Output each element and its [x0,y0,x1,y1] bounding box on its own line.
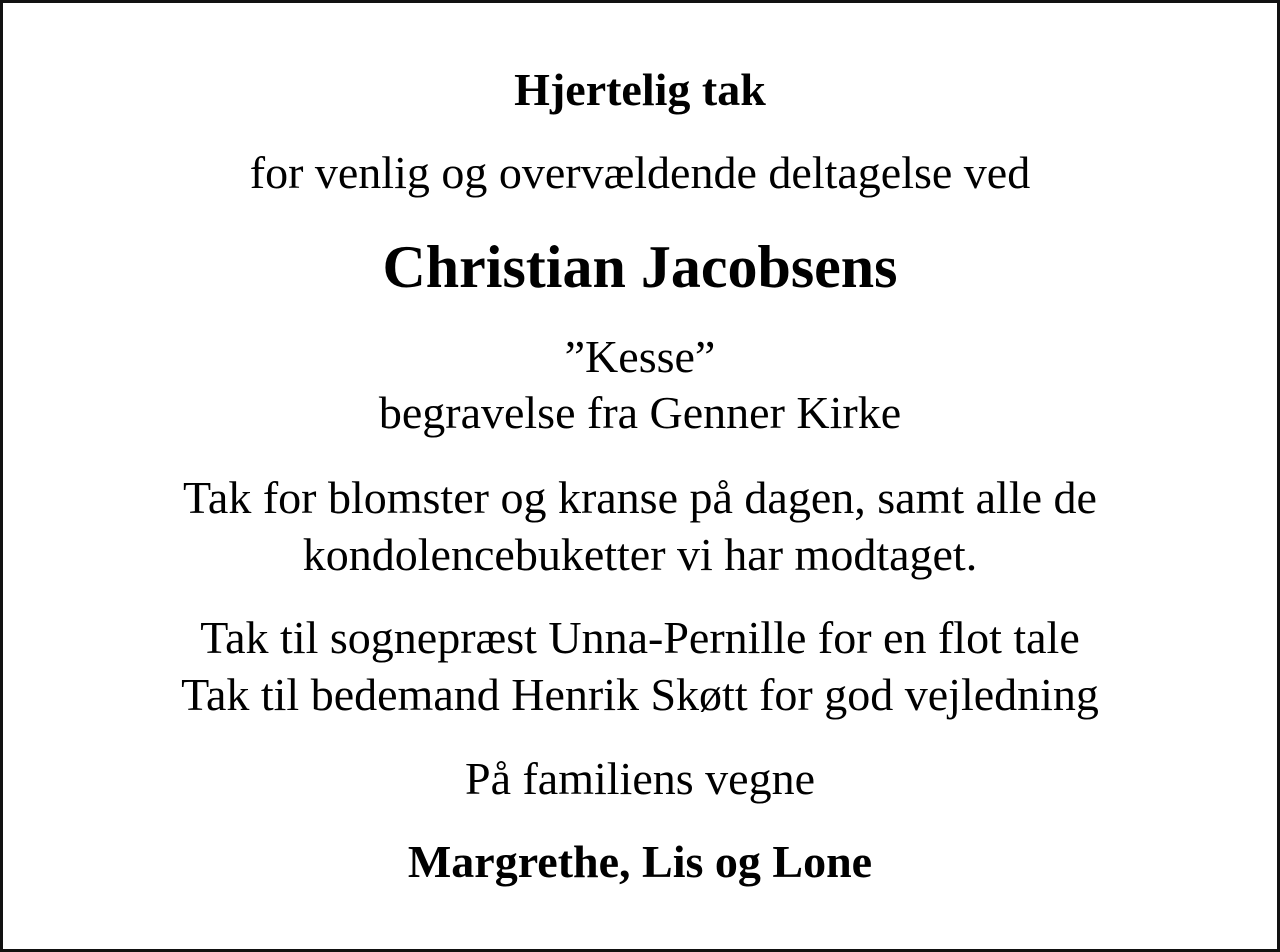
intro-text: for venlig og overvældende deltagelse ved [249,147,1031,198]
thanks-undertaker-line: Tak til bedemand Henrik Skøtt for god vejledning [181,669,1099,720]
funeral-line: begravelse fra Genner Kirke [378,387,902,438]
nickname: ”Kesse” [564,331,716,382]
thanks-flowers-line: kondolencebuketter vi har modtaget. [302,529,978,580]
on-behalf-line: På familiens vegne [464,753,815,804]
deceased-name: Christian Jacobsens [382,234,898,300]
signers: Margrethe, Lis og Lone [407,836,873,887]
notice-heading: Hjertelig tak [514,64,766,115]
thanks-priest-line: Tak til sognepræst Unna-Pernille for en flot tale [200,612,1080,663]
thanks-flowers-line: Tak for blomster og kranse på dagen, samt alle de [183,472,1097,523]
